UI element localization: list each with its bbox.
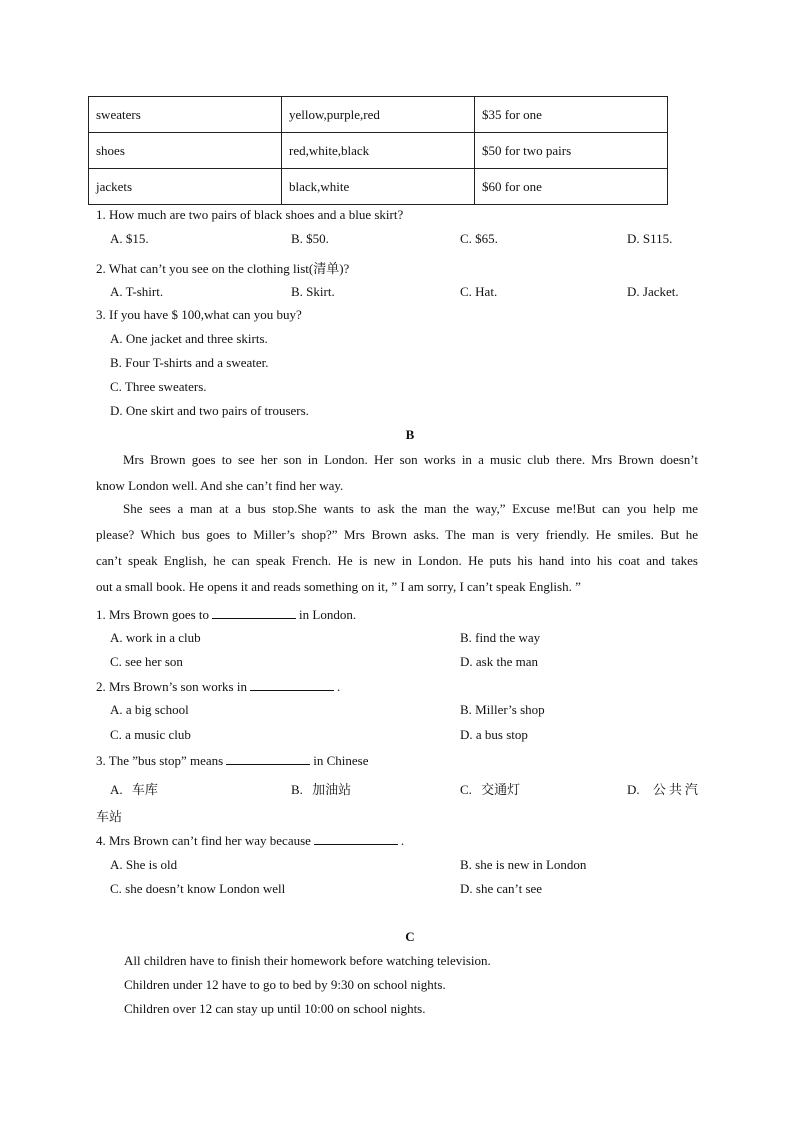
table-cell-item: jackets [89,169,282,205]
question-text: . [336,679,341,694]
question-a2-stem: 2. What can’t you see on the clothing list(清单)? [96,261,350,276]
rule-line: Children over 12 can stay up until 10:00 on school nights. [124,1001,426,1016]
option-letter: A. [110,782,123,797]
rule-line: All children have to finish their homework before watching television. [124,953,491,968]
option-b [291,779,351,798]
option-letter: D. [627,782,640,797]
question-a1-stem: 1. How much are two pairs of black shoes and a blue skirt? [96,207,404,222]
table-row [89,97,668,133]
table-cell-colors: black,white [282,169,475,205]
option-b: B. Skirt. [291,284,335,299]
option-b: B. find the way [460,630,541,645]
option-d: D. Jacket. [627,284,679,299]
option-b: B. she is new in London [460,857,587,872]
option-b: B. Miller’s shop [460,702,545,717]
question-text: 3. The ”bus stop” means [96,753,224,768]
question-b1-stem [96,606,356,623]
passage-line: She sees a man at a bus stop.She wants to ask the man the way,” Excuse me!But can you help me [123,501,698,516]
question-text: 1. Mrs Brown goes to [96,607,210,622]
option-text: 车库 [131,783,158,798]
table-row [89,133,668,169]
option-a: A. One jacket and three skirts. [110,331,268,346]
table-cell-price: $60 for one [475,169,668,205]
option-d [627,779,701,798]
option-d: D. she can’t see [460,881,543,896]
option-text: 公共汽 [652,783,701,798]
option-d: D. S115. [627,231,673,246]
section-c-heading: C [405,929,415,944]
passage-line: know London well. And she can’t find her way. [96,478,344,493]
option-c: C. $65. [460,231,498,246]
question-a3-stem: 3. If you have $ 100,what can you buy? [96,307,302,322]
option-letter: B. [291,782,303,797]
table-cell-colors: red,white,black [282,133,475,169]
option-d: D. a bus stop [460,727,528,742]
table-cell-item: shoes [89,133,282,169]
passage-line: Mrs Brown goes to see her son in London. Her son works in a music club there. Mrs Brown doesn’t [123,452,698,467]
question-text: 2. Mrs Brown’s son works in [96,679,247,694]
question-text: 4. Mrs Brown can’t find her way because [96,833,311,848]
answer-blank [226,752,310,765]
option-a: A. $15. [110,231,149,246]
option-d-continuation: 车站 [96,810,123,825]
option-text: 交通灯 [481,783,521,798]
option-c: C. she doesn’t know London well [110,881,286,896]
option-c [460,779,520,798]
option-c: C. see her son [110,654,183,669]
table-cell-price: $35 for one [475,97,668,133]
table-row [89,169,668,205]
table-cell-colors: yellow,purple,red [282,97,475,133]
answer-blank [314,832,398,845]
option-d: D. ask the man [460,654,538,669]
question-text: in Chinese [313,753,369,768]
option-letter: C. [460,782,472,797]
passage-line: out a small book. He opens it and reads something on it, ” I am sorry, I can’t speak English. ” [96,579,581,594]
passage-line: can’t speak English, he can speak French. He is new in London. He puts his hand into his coat and takes [96,553,698,568]
option-text: 加油站 [312,783,352,798]
passage-line: please? Which bus goes to Miller’s shop?” Mrs Brown asks. The man is very friendly. He smiles. But he [96,527,698,542]
table-cell-price: $50 for two pairs [475,133,668,169]
option-c: C. a music club [110,727,191,742]
question-text: . [400,833,405,848]
option-a: A. She is old [110,857,178,872]
question-b3-stem [96,752,368,769]
passage-b-paragraph-2 [96,496,698,600]
option-c: C. Three sweaters. [110,379,207,394]
section-b-heading: B [405,427,415,442]
question-b2-stem [96,678,340,695]
answer-blank [212,606,296,619]
rule-line: Children under 12 have to go to bed by 9:30 on school nights. [124,977,446,992]
option-a [110,779,158,798]
option-a: A. work in a club [110,630,201,645]
option-c: C. Hat. [460,284,498,299]
option-b: B. Four T-shirts and a sweater. [110,355,269,370]
option-d: D. One skirt and two pairs of trousers. [110,403,309,418]
option-a: A. a big school [110,702,189,717]
clothing-table [88,96,668,205]
passage-b-paragraph-1 [96,447,698,499]
question-text: in London. [299,607,357,622]
option-a: A. T-shirt. [110,284,164,299]
answer-blank [250,678,334,691]
question-b4-stem [96,832,404,849]
option-b: B. $50. [291,231,329,246]
table-cell-item: sweaters [89,97,282,133]
